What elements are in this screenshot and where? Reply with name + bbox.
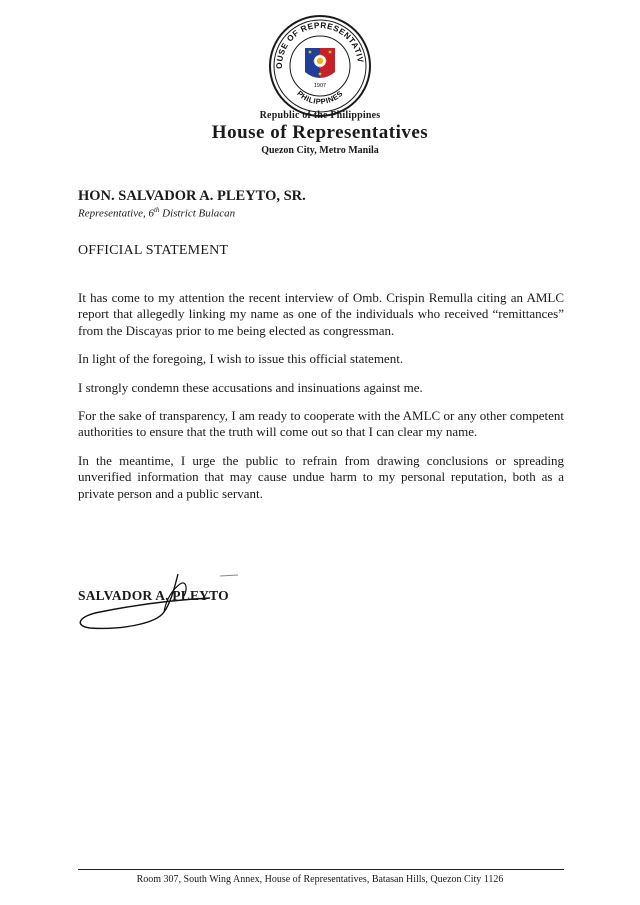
- footer-address: Room 307, South Wing Annex, House of Representatives, Batasan Hills, Quezon City 1126: [136, 874, 504, 885]
- signatory-name: SALVADOR A. PLEYTO: [78, 588, 229, 603]
- statement-paragraph: I strongly condemn these accusations and insinuations against me.: [78, 379, 423, 395]
- sender-name: HON. SALVADOR A. PLEYTO, SR.: [78, 188, 306, 204]
- seal-ring-top: OUSE OF REPRESENTATIV: [274, 20, 365, 69]
- star-icon: [309, 51, 312, 54]
- seal-year: 1907: [313, 83, 327, 89]
- sender-title-prefix: Representative, 6: [78, 207, 154, 220]
- statement-paragraph: For the sake of transparency, I am ready to cooperate with the AMLC or any other competent authorities to ensure that the truth will come out so that I can clear my name.: [78, 408, 564, 440]
- sender-title-suffix: District Bulacan: [159, 207, 236, 220]
- star-icon: [319, 73, 322, 76]
- statement-heading: OFFICIAL STATEMENT: [78, 243, 229, 258]
- statement-paragraph: It has come to my attention the recent interview of Omb. Crispin Remulla citing an AMLC report that allegedly linking my name as one of the individuals who received “remittances” from the Discayas prior to me being elected as congressman.: [78, 290, 564, 338]
- statement-paragraph: In light of the foregoing, I wish to issue this official statement.: [78, 351, 404, 367]
- footer-divider: [78, 869, 564, 870]
- letterhead-republic: Republic of the Philippines: [259, 110, 381, 121]
- seal-ring-bottom: PHILIPPINES: [295, 88, 345, 107]
- statement-body: [78, 290, 564, 514]
- star-icon: [329, 51, 332, 54]
- sun-icon: [317, 58, 323, 64]
- statement-paragraph: In the meantime, I urge the public to refrain from drawing conclusions or spreading unverified information that may cause undue harm to my personal reputation, both as a private person and a public servant.: [78, 452, 564, 501]
- sender-title: [78, 206, 235, 220]
- seal-shield: [305, 48, 335, 78]
- house-seal: [268, 14, 372, 118]
- seal-icon: [268, 14, 372, 118]
- letterhead-house: House of Representatives: [211, 122, 429, 143]
- sender-title-sup: th: [153, 206, 160, 214]
- letterhead-city: Quezon City, Metro Manila: [261, 145, 379, 156]
